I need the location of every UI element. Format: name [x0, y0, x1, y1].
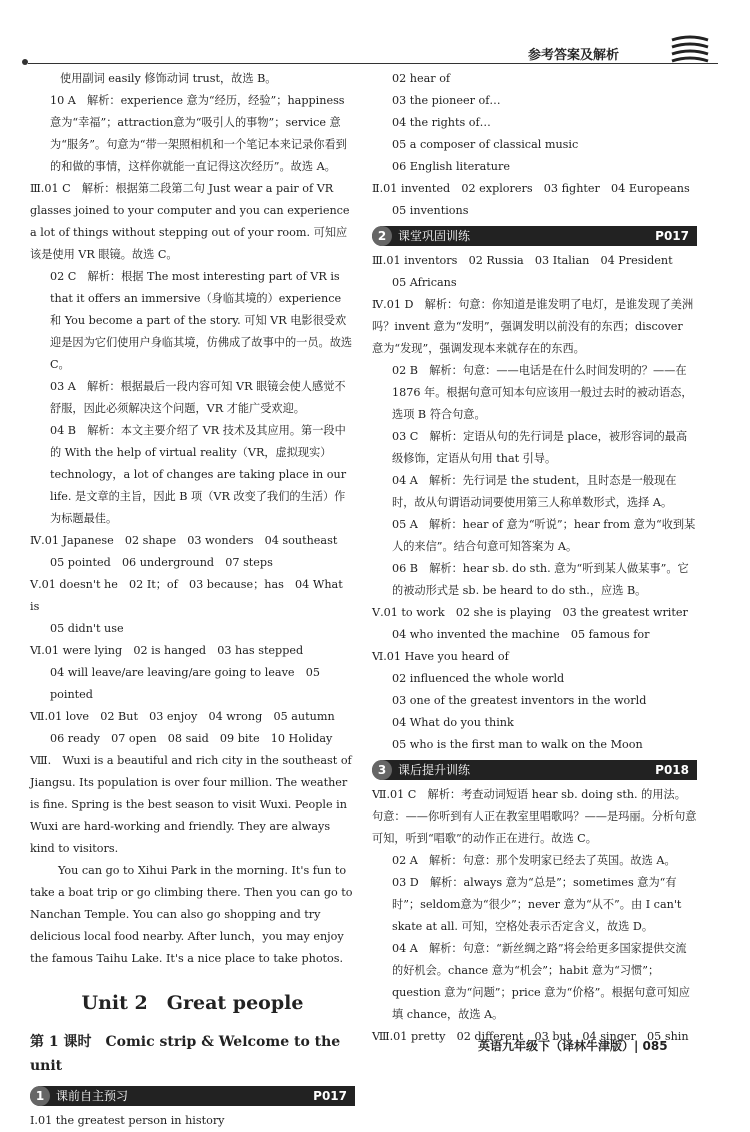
- answer-item: 03 D 解析：always 意为“总是”；sometimes 意为“有时”；seldom意为“很少”；never 意为“从不”。由 I can't skate at all. 可知，空格处表示否定含义，故选 D。: [392, 876, 682, 933]
- essay-paragraph: Ⅷ. Wuxi is a beautiful and rich city in the southeast of Jiangsu. Its population is over four million. The weather is fine. Spring is the best season to visit Wuxi. People in Wuxi are hard-working and friendly. They are always kind to visitors.: [30, 754, 352, 855]
- answer-item: 10 A 解析：experience 意为“经历，经验”；happiness 意为“幸福”；attraction意为“吸引人的事物”；service 意为“服务”。句意为“带一架照相机和一个笔记本来记录你看到的和做的事情，这样你就能一直记得这次经历”。故选 A。: [50, 94, 347, 173]
- section-page: P017: [313, 1089, 347, 1103]
- answer-item: Ⅱ.01 invented 02 explorers 03 fighter 04 Europeans: [372, 182, 690, 195]
- section-number: 3: [372, 760, 392, 780]
- book-stack-icon: [670, 34, 710, 64]
- answer-item: Ⅳ.01 Japanese 02 shape 03 wonders 04 southeast: [30, 534, 338, 547]
- essay-paragraph: You can go to Xihui Park in the morning. It's fun to take a boat trip or go climbing there. Then you can go to Nanchan Temple. You can also go shopping and try delicious local food nearby. After lunch，you may enjoy the famous Taihu Lake. It's a nice place to take photos.: [30, 864, 353, 965]
- answer-item: 05 didn't use: [50, 622, 124, 635]
- answer-item: Ⅵ.01 were lying 02 is hanged 03 has stepped: [30, 644, 304, 657]
- answer-item: Ⅲ.01 inventors 02 Russia 03 Italian 04 President: [372, 254, 673, 267]
- header-rule: [28, 63, 718, 64]
- answer-item: 04 will leave/are leaving/are going to leave 05 pointed: [50, 666, 320, 701]
- answer-item: 04 B 解析：本文主要介绍了 VR 技术及其应用。第一段中的 With the help of virtual reality（VR，虚拟现实）technology，a lot of changes are taking place in our life. 是文章的主旨，因此 B 项（VR 改变了我们的生活）作为标题最佳。: [50, 424, 347, 525]
- section-label: 课后提升训练: [398, 763, 471, 777]
- section-page: P018: [655, 763, 689, 777]
- answer-item: Ⅷ.01 pretty 02 different 03 but 04 singer 05 shin: [372, 1030, 689, 1043]
- left-column: [30, 68, 355, 1132]
- answer-item: 03 C 解析：定语从句的先行词是 place，被形容词的最高级修饰，定语从句用 that 引导。: [392, 430, 688, 465]
- answer-item: 02 A 解析：句意：那个发明家已经去了英国。故选 A。: [392, 854, 676, 867]
- section-label: 课前自主预习: [56, 1089, 129, 1103]
- answer-item: Ⅴ.01 doesn't he 02 It；of 03 because；has 04 What is: [30, 578, 343, 613]
- page-footer: 英语九年级下（译林牛津版）| 085: [478, 1039, 668, 1053]
- answer-item: 05 pointed 06 underground 07 steps: [50, 556, 273, 569]
- answer-item: 04 who invented the machine 05 famous for: [392, 628, 650, 641]
- answer-line: 使用副词 easily 修饰动词 trust，故选 B。: [60, 72, 277, 85]
- answer-item: 04 A 解析：先行词是 the student，且时态是一般现在时，故从句谓语动词要使用第三人称单数形式，选择 A。: [392, 474, 677, 509]
- answer-item: 05 who is the first man to walk on the Moon: [392, 738, 643, 751]
- answer-item: 03 one of the greatest inventors in the world: [392, 694, 647, 707]
- section-bar: [30, 1086, 355, 1106]
- answer-item: 04 A 解析：句意：“新丝绸之路”将会给更多国家提供交流的好机会。chance 意为“机会”；habit 意为“习惯”；question 意为“问题”；price 意为“价格”。根据句意可知应填 chance，故选 A。: [392, 942, 690, 1021]
- answer-item: 03 the pioneer of…: [392, 94, 501, 107]
- right-column: [372, 68, 697, 1048]
- answer-item: Ⅶ.01 love 02 But 03 enjoy 04 wrong 05 autumn: [30, 710, 335, 723]
- answer-item: Ⅳ.01 D 解析：句意：你知道是谁发明了电灯，是谁发现了美洲吗？invent 意为“发明”，强调发明以前没有的东西；discover 意为“发现”，强调发现本来就存在的东西。: [372, 298, 694, 355]
- answer-item: 02 C 解析：根据 The most interesting part of VR is that it offers an immersive（身临其境的）experience 和 You become a part of the story. 可知 VR 电影很受欢迎是因为它们使用户身临其境，仿佛成了故事中的一员。故选 C。: [50, 270, 353, 371]
- answer-item: 05 A 解析：hear of 意为“听说”；hear from 意为“收到某人的来信”。结合句意可知答案为 A。: [392, 518, 696, 553]
- answer-item: 02 B 解析：句意：——电话是在什么时间发明的？——在 1876 年。根据句意可知本句应该用一般过去时的被动语态，选项 B 符合句意。: [392, 364, 693, 421]
- section-page: P017: [655, 229, 689, 243]
- answer-item: 03 A 解析：根据最后一段内容可知 VR 眼镜会使人感觉不舒服，因此必须解决这个问题，VR 才能广受欢迎。: [50, 380, 346, 415]
- header-dot: [22, 59, 28, 65]
- section-bar: [372, 226, 697, 246]
- answer-item: Ⅶ.01 C 解析：考查动词短语 hear sb. doing sth. 的用法。句意：——你听到有人正在教室里唱歌吗？——是玛丽。分析句意可知，听到“唱歌”的动作正在进行。故选 C。: [372, 788, 697, 845]
- answer-item: 05 a composer of classical music: [392, 138, 579, 151]
- lesson-title: 第 1 课时 Comic strip & Welcome to the unit: [30, 1034, 341, 1074]
- answer-item: Ⅲ.01 C 解析：根据第二段第二句 Just wear a pair of VR glasses joined to your computer and you can experience a lot of things without stepping out of your room. 可知应该是使用 VR 眼镜。故选 C。: [30, 182, 350, 261]
- answer-item: Ⅵ.01 Have you heard of: [372, 650, 509, 663]
- answer-item: 04 What do you think: [392, 716, 514, 729]
- answer-item: 06 ready 07 open 08 said 09 bite 10 Holiday: [50, 732, 333, 745]
- answer-item: 02 influenced the whole world: [392, 672, 565, 685]
- answer-item: Ⅰ.01 the greatest person in history: [30, 1114, 225, 1127]
- answer-item: 05 inventions: [392, 204, 469, 217]
- unit-title: Unit 2 Great people: [81, 992, 304, 1014]
- answer-item: 02 hear of: [392, 72, 451, 85]
- answer-item: 06 B 解析：hear sb. do sth. 意为“听到某人做某事”。它的被动形式是 sb. be heard to do sth.，应选 B。: [392, 562, 689, 597]
- answer-item: 06 English literature: [392, 160, 510, 173]
- section-number: 2: [372, 226, 392, 246]
- section-number: 1: [30, 1086, 50, 1106]
- answer-item: Ⅴ.01 to work 02 she is playing 03 the greatest writer: [372, 606, 688, 619]
- answer-item: 05 Africans: [392, 276, 457, 289]
- header-title: 参考答案及解析: [528, 48, 620, 63]
- section-bar: [372, 760, 697, 780]
- answer-item: 04 the rights of…: [392, 116, 491, 129]
- section-label: 课堂巩固训练: [398, 229, 471, 243]
